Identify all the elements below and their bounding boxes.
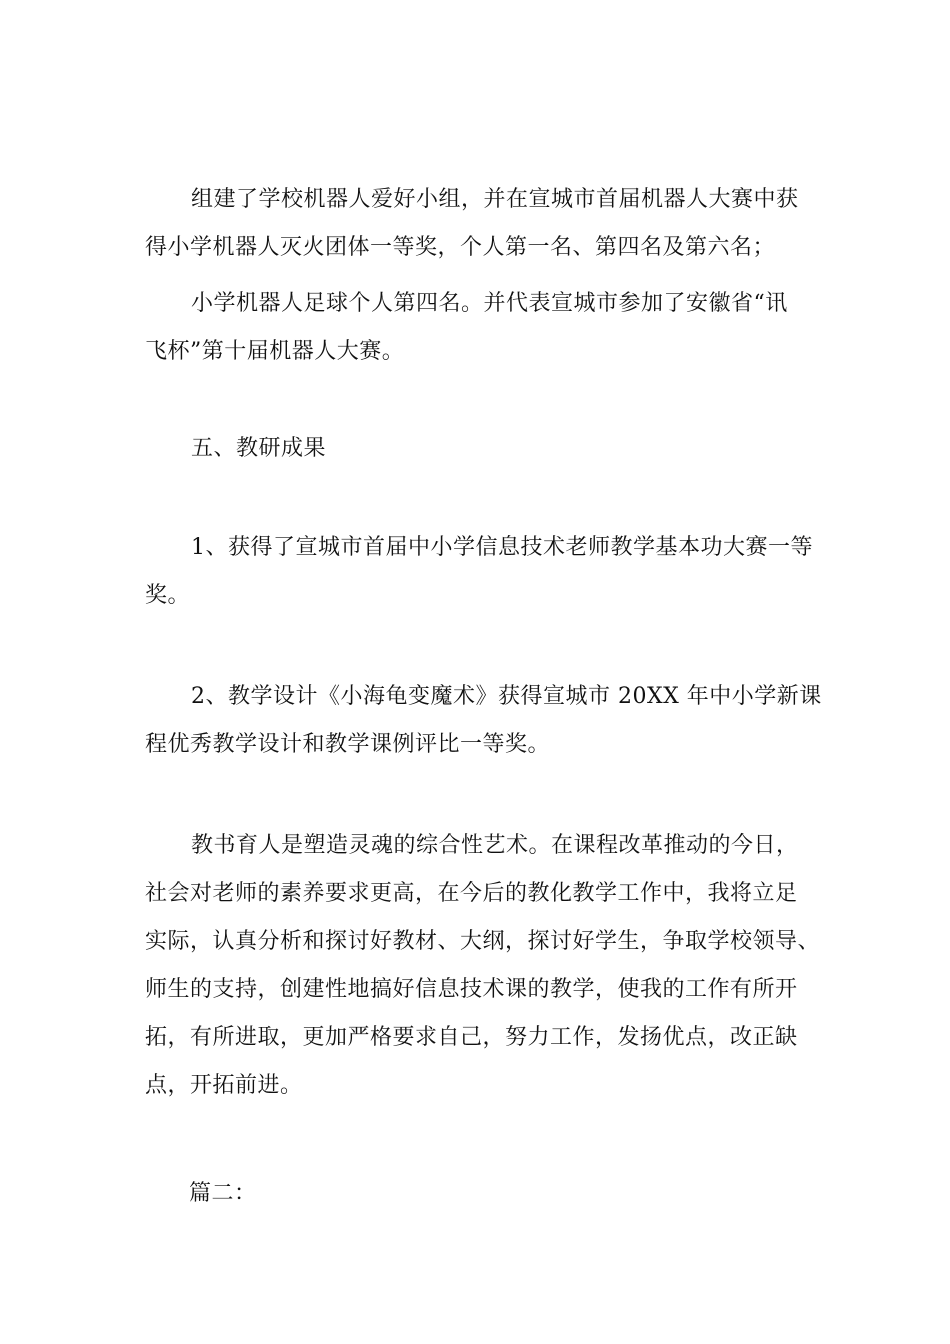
paragraph-line: 奖。 [145,583,191,608]
paragraph-line: 飞杯”第十届机器人大赛。 [145,339,405,364]
paragraph-robot-group [145,176,825,272]
achievement-item-2 [145,673,825,769]
paragraph-line: 社会对老师的素养要求更高，在今后的教化教学工作中，我将立足 [145,881,798,906]
paragraph-line: 2、教学设计《小海龟变魔术》获得宣城市 20XX 年中小学新课 [191,684,822,709]
paragraph-line: 点，开拓前进。 [145,1073,303,1098]
achievement-item-1 [145,524,825,620]
section-heading: 五、教研成果 [191,436,327,461]
paragraph-line: 拓，有所进取，更加严格要求自己，努力工作，发扬优点，改正缺 [145,1025,798,1050]
paragraph-line: 教书育人是塑造灵魂的综合性艺术。在课程改革推动的今日， [191,833,799,858]
closing-paragraph [145,822,825,1110]
paragraph-line: 组建了学校机器人爱好小组，并在宣城市首届机器人大赛中获 [191,187,799,212]
paragraph-line: 实际，认真分析和探讨好教材、大纲，探讨好学生，争取学校领导、 [145,929,821,954]
paragraph-line: 小学机器人足球个人第四名。并代表宣城市参加了安徽省“讯 [191,291,788,316]
paragraph-robot-soccer [145,280,825,376]
paragraph-line: 1、获得了宣城市首届中小学信息技术老师教学基本功大赛一等 [191,535,813,560]
paragraph-line: 师生的支持，创建性地搞好信息技术课的教学，使我的工作有所开 [145,977,798,1002]
paragraph-line: 程优秀教学设计和教学课例评比一等奖。 [145,732,551,757]
paragraph-line: 得小学机器人灭火团体一等奖，个人第一名、第四名及第六名； [145,235,776,260]
part-two-heading: 篇二： [189,1181,257,1206]
